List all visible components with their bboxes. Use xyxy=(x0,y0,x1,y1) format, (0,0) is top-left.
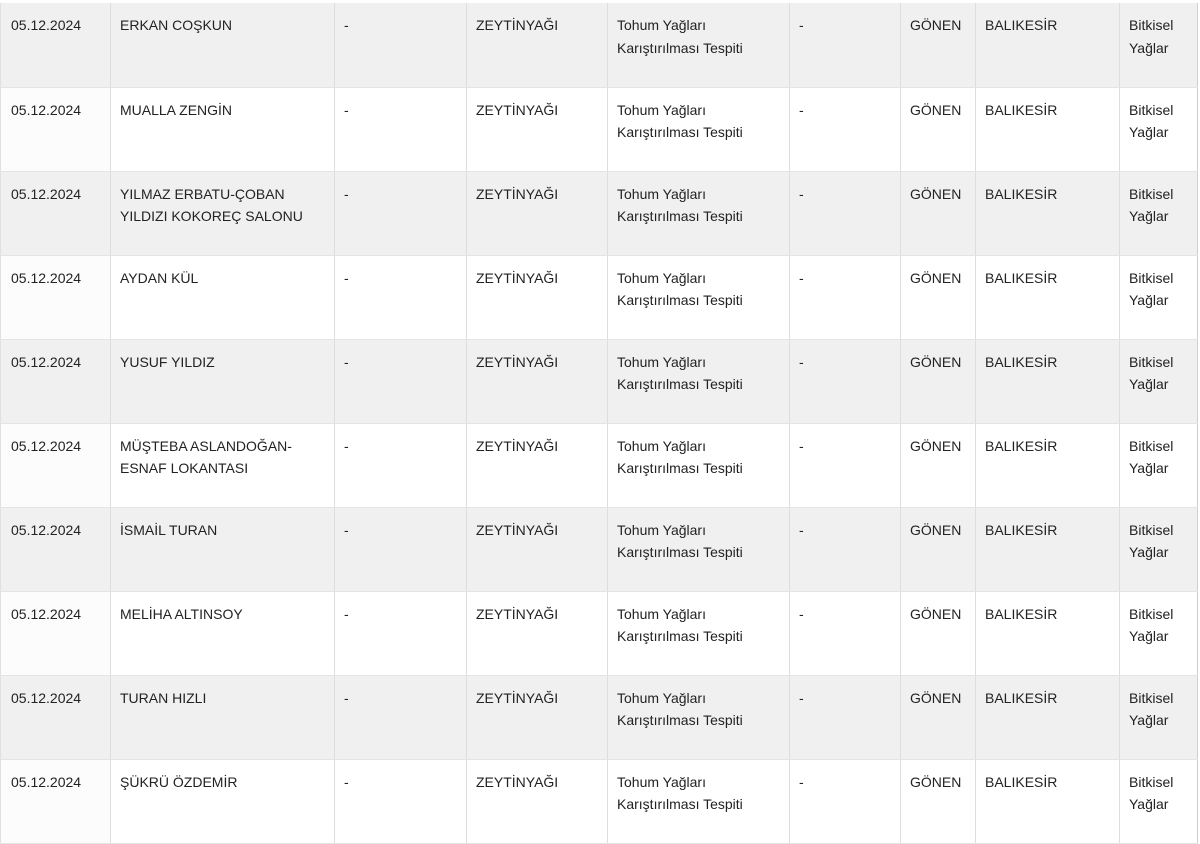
cell-batch: - xyxy=(790,255,901,339)
cell-brand: - xyxy=(335,171,467,255)
cell-date: 05.12.2024 xyxy=(1,423,111,507)
cell-province: BALIKESİR xyxy=(976,3,1120,87)
cell-district: GÖNEN xyxy=(901,255,976,339)
cell-nonconformity: Tohum Yağları Karıştırılması Tespiti xyxy=(608,3,790,87)
cell-company: AYDAN KÜL xyxy=(111,255,335,339)
cell-batch: - xyxy=(790,171,901,255)
cell-nonconformity: Tohum Yağları Karıştırılması Tespiti xyxy=(608,339,790,423)
cell-group: Bitkisel Yağlar xyxy=(1120,255,1198,339)
cell-province: BALIKESİR xyxy=(976,591,1120,675)
cell-district: GÖNEN xyxy=(901,507,976,591)
cell-batch: - xyxy=(790,423,901,507)
cell-province: BALIKESİR xyxy=(976,339,1120,423)
cell-district: GÖNEN xyxy=(901,87,976,171)
table-row xyxy=(1,423,1198,507)
cell-district: GÖNEN xyxy=(901,171,976,255)
cell-nonconformity: Tohum Yağları Karıştırılması Tespiti xyxy=(608,87,790,171)
cell-product: ZEYTİNYAĞI xyxy=(467,87,608,171)
cell-date: 05.12.2024 xyxy=(1,255,111,339)
cell-group: Bitkisel Yağlar xyxy=(1120,339,1198,423)
cell-batch: - xyxy=(790,87,901,171)
table-row xyxy=(1,759,1198,843)
cell-brand: - xyxy=(335,423,467,507)
cell-group: Bitkisel Yağlar xyxy=(1120,591,1198,675)
cell-batch: - xyxy=(790,3,901,87)
cell-province: BALIKESİR xyxy=(976,171,1120,255)
cell-nonconformity: Tohum Yağları Karıştırılması Tespiti xyxy=(608,591,790,675)
cell-district: GÖNEN xyxy=(901,339,976,423)
table-row xyxy=(1,3,1198,87)
cell-nonconformity: Tohum Yağları Karıştırılması Tespiti xyxy=(608,507,790,591)
cell-nonconformity: Tohum Yağları Karıştırılması Tespiti xyxy=(608,423,790,507)
cell-province: BALIKESİR xyxy=(976,255,1120,339)
cell-batch: - xyxy=(790,339,901,423)
cell-date: 05.12.2024 xyxy=(1,87,111,171)
cell-province: BALIKESİR xyxy=(976,87,1120,171)
cell-product: ZEYTİNYAĞI xyxy=(467,423,608,507)
cell-date: 05.12.2024 xyxy=(1,171,111,255)
cell-product: ZEYTİNYAĞI xyxy=(467,3,608,87)
cell-company: ERKAN COŞKUN xyxy=(111,3,335,87)
cell-company: MÜŞTEBA ASLANDOĞAN-ESNAF LOKANTASI xyxy=(111,423,335,507)
cell-nonconformity: Tohum Yağları Karıştırılması Tespiti xyxy=(608,171,790,255)
cell-batch: - xyxy=(790,591,901,675)
cell-batch: - xyxy=(790,759,901,843)
cell-brand: - xyxy=(335,339,467,423)
cell-company: MELİHA ALTINSOY xyxy=(111,591,335,675)
cell-product: ZEYTİNYAĞI xyxy=(467,171,608,255)
cell-company: MUALLA ZENGİN xyxy=(111,87,335,171)
cell-province: BALIKESİR xyxy=(976,675,1120,759)
cell-nonconformity: Tohum Yağları Karıştırılması Tespiti xyxy=(608,255,790,339)
cell-date: 05.12.2024 xyxy=(1,3,111,87)
cell-district: GÖNEN xyxy=(901,423,976,507)
cell-district: GÖNEN xyxy=(901,3,976,87)
cell-brand: - xyxy=(335,759,467,843)
cell-brand: - xyxy=(335,675,467,759)
cell-nonconformity: Tohum Yağları Karıştırılması Tespiti xyxy=(608,675,790,759)
results-table xyxy=(0,3,1198,844)
cell-date: 05.12.2024 xyxy=(1,507,111,591)
cell-group: Bitkisel Yağlar xyxy=(1120,3,1198,87)
cell-district: GÖNEN xyxy=(901,675,976,759)
cell-group: Bitkisel Yağlar xyxy=(1120,171,1198,255)
cell-group: Bitkisel Yağlar xyxy=(1120,87,1198,171)
cell-batch: - xyxy=(790,675,901,759)
cell-province: BALIKESİR xyxy=(976,759,1120,843)
table-row xyxy=(1,255,1198,339)
cell-brand: - xyxy=(335,3,467,87)
cell-batch: - xyxy=(790,507,901,591)
cell-province: BALIKESİR xyxy=(976,423,1120,507)
table-row xyxy=(1,507,1198,591)
cell-brand: - xyxy=(335,255,467,339)
cell-nonconformity: Tohum Yağları Karıştırılması Tespiti xyxy=(608,759,790,843)
cell-company: YILMAZ ERBATU-ÇOBAN YILDIZI KOKOREÇ SALONU xyxy=(111,171,335,255)
cell-product: ZEYTİNYAĞI xyxy=(467,675,608,759)
cell-product: ZEYTİNYAĞI xyxy=(467,591,608,675)
cell-group: Bitkisel Yağlar xyxy=(1120,675,1198,759)
cell-company: TURAN HIZLI xyxy=(111,675,335,759)
cell-brand: - xyxy=(335,507,467,591)
table-row xyxy=(1,675,1198,759)
cell-company: YUSUF YILDIZ xyxy=(111,339,335,423)
cell-date: 05.12.2024 xyxy=(1,759,111,843)
cell-province: BALIKESİR xyxy=(976,507,1120,591)
cell-district: GÖNEN xyxy=(901,591,976,675)
cell-brand: - xyxy=(335,591,467,675)
table-row xyxy=(1,87,1198,171)
cell-company: İSMAİL TURAN xyxy=(111,507,335,591)
table-row xyxy=(1,171,1198,255)
cell-product: ZEYTİNYAĞI xyxy=(467,507,608,591)
cell-group: Bitkisel Yağlar xyxy=(1120,507,1198,591)
cell-company: ŞÜKRÜ ÖZDEMİR xyxy=(111,759,335,843)
cell-group: Bitkisel Yağlar xyxy=(1120,759,1198,843)
cell-date: 05.12.2024 xyxy=(1,339,111,423)
cell-brand: - xyxy=(335,87,467,171)
cell-district: GÖNEN xyxy=(901,759,976,843)
cell-product: ZEYTİNYAĞI xyxy=(467,759,608,843)
cell-date: 05.12.2024 xyxy=(1,591,111,675)
cell-product: ZEYTİNYAĞI xyxy=(467,255,608,339)
table-row xyxy=(1,591,1198,675)
cell-product: ZEYTİNYAĞI xyxy=(467,339,608,423)
cell-group: Bitkisel Yağlar xyxy=(1120,423,1198,507)
table-row xyxy=(1,339,1198,423)
cell-date: 05.12.2024 xyxy=(1,675,111,759)
